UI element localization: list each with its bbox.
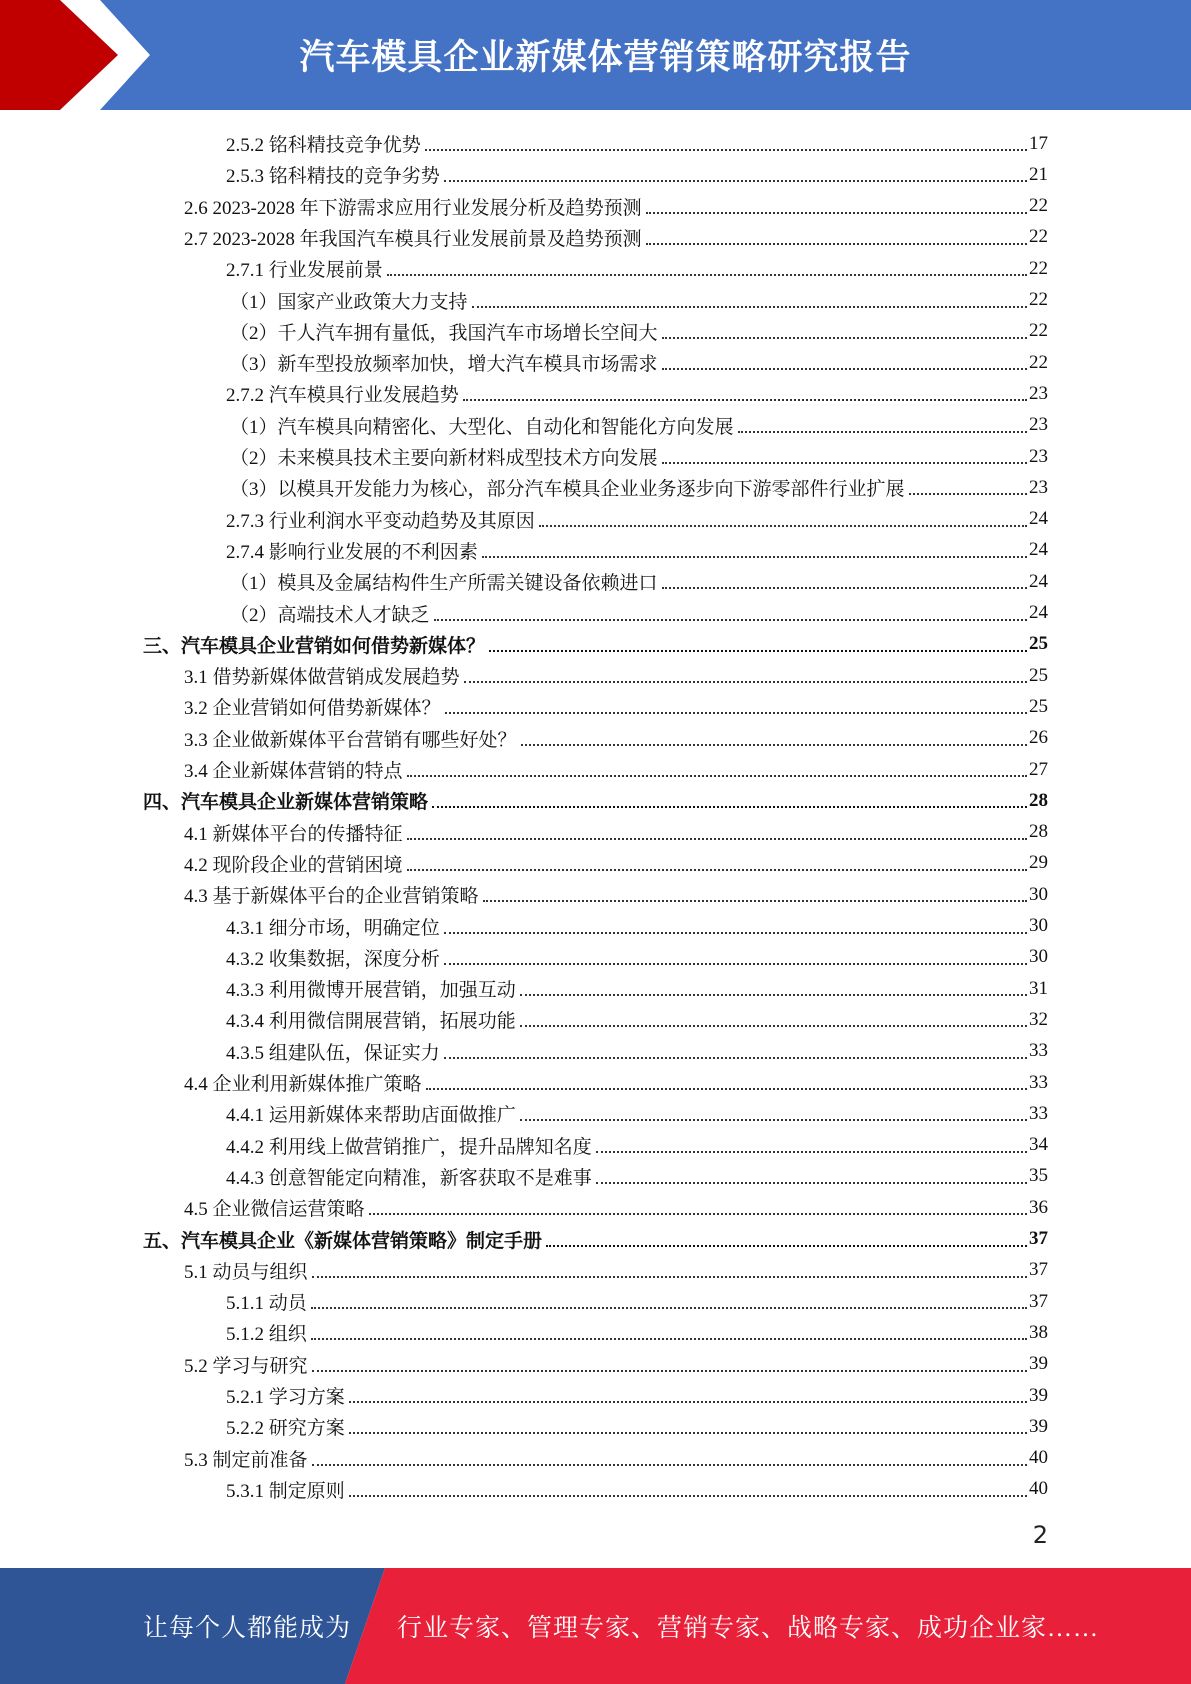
toc-dot-leader: [311, 1306, 1027, 1309]
toc-entry-label: 2.5.2 铭科精技竞争优势: [226, 135, 421, 156]
toc-dot-leader: [312, 1275, 1027, 1278]
toc-entry[interactable]: [184, 660, 1048, 691]
toc-entry-page: 37: [1029, 1290, 1048, 1312]
toc-entry-page: 37: [1029, 1259, 1048, 1281]
toc-entry[interactable]: [226, 128, 1048, 159]
toc-entry-label: 4.3.2 收集数据，深度分析: [226, 948, 440, 970]
toc-entry[interactable]: [226, 1130, 1048, 1161]
toc-entry-page: 28: [1029, 821, 1048, 843]
toc-entry-page: 34: [1029, 1134, 1048, 1156]
toc-entry-label: 3.1 借势新媒体做营销成发展趋势: [184, 667, 460, 689]
toc-entry-page: 23: [1029, 382, 1048, 404]
toc-entry-page: 23: [1029, 414, 1048, 436]
toc-entry-page: 25: [1029, 695, 1048, 717]
toc-entry[interactable]: [226, 1474, 1048, 1505]
toc-entry[interactable]: [226, 1286, 1048, 1317]
toc-entry[interactable]: [226, 1317, 1048, 1348]
toc-entry-label: （3）以模具开发能力为核心，部分汽车模具企业业务逐步向下游零部件行业扩展: [230, 479, 905, 501]
toc-entry[interactable]: [226, 1004, 1048, 1035]
toc-entry-label: 四、汽车模具企业新媒体营销策略: [143, 792, 429, 814]
toc-entry-page: 38: [1029, 1321, 1048, 1343]
toc-entry-label: 5.2.1 学习方案: [226, 1387, 345, 1408]
toc-entry[interactable]: [184, 723, 1048, 754]
toc-dot-leader: [472, 305, 1027, 308]
toc-entry-label: 5.2 学习与研究: [184, 1355, 308, 1377]
toc-entry-label: 2.6 2023-2028 年下游需求应用行业发展分析及趋势预测: [184, 197, 642, 219]
toc-entry[interactable]: [184, 1349, 1048, 1380]
toc-dot-leader: [539, 524, 1027, 527]
toc-dot-leader: [546, 1244, 1027, 1247]
toc-dot-leader: [483, 899, 1027, 902]
toc-entry-label: 4.4 企业利用新媒体推广策略: [184, 1074, 422, 1095]
toc-entry-page: 39: [1029, 1415, 1048, 1437]
toc-entry-page: 25: [1029, 664, 1048, 686]
toc-entry[interactable]: [226, 1161, 1048, 1192]
toc-dot-leader: [596, 1181, 1027, 1184]
toc-dot-leader: [662, 586, 1027, 589]
toc-entry-label: 5.1.1 动员: [226, 1293, 307, 1315]
toc-dot-leader: [909, 492, 1027, 495]
toc-dot-leader: [432, 805, 1027, 808]
toc-dot-leader: [489, 649, 1027, 652]
toc-entry[interactable]: [230, 566, 1048, 597]
toc-dot-leader: [662, 336, 1027, 339]
toc-entry-label: （1）国家产业政策大力支持: [230, 291, 468, 313]
toc-entry-label: 5.2.2 研究方案: [226, 1418, 345, 1440]
toc-entry-label: 2.7.4 影响行业发展的不利因素: [226, 541, 478, 563]
toc-entry[interactable]: [230, 285, 1048, 316]
toc-entry[interactable]: [184, 848, 1048, 879]
toc-entry-page: 30: [1029, 915, 1048, 936]
toc-dot-leader: [425, 148, 1027, 151]
toc-entry[interactable]: [226, 253, 1048, 284]
toc-entry[interactable]: [226, 1380, 1048, 1411]
toc-entry-page: 29: [1029, 852, 1048, 874]
toc-entry-page: 37: [1029, 1228, 1048, 1249]
toc-dot-leader: [738, 430, 1027, 433]
toc-entry-page: 22: [1029, 289, 1048, 310]
toc-entry-label: 3.2 企业营销如何借势新媒体？: [184, 698, 441, 720]
toc-dot-leader: [444, 962, 1027, 965]
toc-dot-leader: [434, 618, 1027, 621]
toc-entry-page: 28: [1029, 789, 1048, 811]
toc-entry[interactable]: [184, 1443, 1048, 1474]
toc-entry-page: 17: [1029, 132, 1048, 154]
toc-entry-label: 2.5.3 铭科精技的竞争劣势: [226, 166, 440, 188]
toc-entry-label: 4.3.5 组建队伍，保证实力: [226, 1042, 440, 1064]
toc-entry-label: （1）汽车模具向精密化、大型化、自动化和智能化方向发展: [230, 416, 734, 438]
toc-entry[interactable]: [226, 159, 1048, 190]
report-header: [0, 0, 1191, 110]
toc-entry-page: 23: [1029, 476, 1048, 498]
toc-entry-page: 26: [1029, 727, 1048, 749]
toc-dot-leader: [444, 931, 1027, 934]
toc-entry[interactable]: [184, 1192, 1048, 1223]
toc-entry-label: （2）千人汽车拥有量低，我国汽车市场增长空间大: [230, 322, 658, 344]
toc-entry-label: 4.3.4 利用微信開展营销，拓展功能: [226, 1011, 516, 1033]
toc-entry[interactable]: [226, 911, 1048, 942]
toc-entry-page: 36: [1029, 1196, 1048, 1218]
toc-dot-leader: [407, 837, 1027, 840]
toc-entry[interactable]: [184, 691, 1048, 722]
toc-entry-page: 22: [1029, 257, 1048, 279]
toc-entry-page: 33: [1029, 1102, 1048, 1124]
toc-dot-leader: [662, 461, 1027, 464]
toc-dot-leader: [426, 1087, 1027, 1090]
toc-entry[interactable]: [226, 378, 1048, 409]
toc-entry-page: 40: [1029, 1447, 1048, 1469]
footer-banner: [0, 1568, 1191, 1684]
toc-entry-page: 21: [1029, 163, 1048, 185]
toc-dot-leader: [407, 868, 1027, 871]
toc-entry-label: 4.4.1 运用新媒体来帮助店面做推广: [226, 1105, 516, 1127]
footer-slogan-right: 行业专家、管理专家、营销专家、战略专家、成功企业家……: [397, 1615, 1100, 1642]
toc-entry[interactable]: [230, 472, 1048, 503]
toc-dot-leader: [312, 1369, 1027, 1372]
toc-entry[interactable]: [184, 1255, 1048, 1286]
toc-dot-leader: [444, 1056, 1027, 1059]
toc-entry-page: 23: [1029, 445, 1048, 467]
toc-entry[interactable]: [230, 441, 1048, 472]
toc-dot-leader: [349, 1494, 1027, 1497]
footer-slogan-left: 让每个人都能成为: [143, 1615, 352, 1642]
toc-entry[interactable]: [226, 1098, 1048, 1129]
toc-entry[interactable]: [226, 1411, 1048, 1442]
toc-entry[interactable]: [230, 410, 1048, 441]
toc-dot-leader: [596, 1150, 1027, 1153]
toc-entry-label: 5.3 制定前准备: [184, 1449, 308, 1471]
toc-entry-page: 22: [1029, 320, 1048, 342]
toc-entry-label: 2.7.2 汽车模具行业发展趋势: [226, 385, 459, 407]
toc-dot-leader: [646, 211, 1027, 214]
toc-entry-page: 24: [1029, 570, 1048, 592]
toc-entry-page: 39: [1029, 1353, 1048, 1375]
toc-entry[interactable]: [226, 942, 1048, 973]
toc-entry[interactable]: [226, 973, 1048, 1004]
toc-dot-leader: [520, 1118, 1027, 1121]
toc-entry-page: 25: [1029, 633, 1048, 655]
toc-entry-label: （3）新车型投放频率加快，增大汽车模具市场需求: [230, 354, 658, 376]
toc-entry-label: 三、汽车模具企业营销如何借势新媒体？: [143, 635, 486, 657]
toc-dot-leader: [445, 711, 1027, 714]
toc-dot-leader: [521, 743, 1027, 746]
toc-entry-page: 22: [1029, 351, 1048, 373]
toc-dot-leader: [444, 179, 1027, 182]
toc-entry[interactable]: [226, 1036, 1048, 1067]
toc-entry[interactable]: [184, 222, 1048, 253]
toc-entry-label: 4.3.1 细分市场，明确定位: [226, 917, 440, 939]
toc-entry-page: 39: [1029, 1384, 1048, 1406]
toc-entry-label: （1）模具及金属结构件生产所需关键设备依赖进口: [230, 573, 658, 595]
toc-entry[interactable]: [143, 629, 1048, 660]
toc-entry[interactable]: [226, 535, 1048, 566]
toc-dot-leader: [464, 680, 1027, 683]
toc-dot-leader: [349, 1400, 1027, 1403]
toc-entry-label: 4.2 现阶段企业的营销困境: [184, 854, 403, 876]
toc-entry[interactable]: [184, 817, 1048, 848]
toc-entry[interactable]: [230, 347, 1048, 378]
toc-entry-page: 40: [1029, 1478, 1048, 1500]
toc-entry-page: 24: [1029, 508, 1048, 530]
toc-entry-page: 33: [1029, 1040, 1048, 1062]
toc-dot-leader: [369, 1212, 1027, 1215]
toc-dot-leader: [662, 367, 1027, 370]
toc-entry[interactable]: [226, 504, 1048, 535]
toc-entry-label: 2.7.3 行业利润水平变动趋势及其原因: [226, 510, 535, 532]
toc-entry-label: （2）未来模具技术主要向新材料成型技术方向发展: [230, 448, 658, 469]
toc-entry[interactable]: [184, 879, 1048, 910]
toc-entry[interactable]: [184, 191, 1048, 222]
toc-entry-label: 4.3 基于新媒体平台的企业营销策略: [184, 886, 479, 908]
toc-dot-leader: [349, 1431, 1027, 1434]
toc-entry-page: 30: [1029, 946, 1048, 968]
toc-dot-leader: [646, 242, 1027, 245]
toc-entry-page: 35: [1029, 1165, 1048, 1187]
toc-entry-label: （2）高端技术人才缺乏: [230, 604, 430, 626]
page-number: 2: [1032, 1521, 1048, 1549]
toc-dot-leader: [520, 993, 1027, 996]
toc-entry[interactable]: [184, 1067, 1048, 1098]
toc-entry-label: 2.7 2023-2028 年我国汽车模具行业发展前景及趋势预测: [184, 228, 642, 250]
report-title: 汽车模具企业新媒体营销策略研究报告: [299, 38, 912, 78]
toc-entry-label: 5.1.2 组织: [226, 1324, 307, 1346]
toc-entry[interactable]: [143, 1224, 1048, 1255]
toc-entry[interactable]: [184, 754, 1048, 785]
toc-dot-leader: [312, 1463, 1027, 1466]
toc-entry-page: 24: [1029, 539, 1048, 561]
toc-dot-leader: [387, 273, 1027, 276]
toc-entry-page: 32: [1029, 1008, 1048, 1030]
toc-entry-page: 33: [1029, 1071, 1048, 1093]
toc-entry-label: 五、汽车模具企业《新媒体营销策略》制定手册: [143, 1230, 543, 1252]
toc-entry-label: 4.4.3 创意智能定向精准，新客获取不是难事: [226, 1167, 592, 1189]
toc-entry-page: 30: [1029, 883, 1048, 905]
toc-entry[interactable]: [230, 598, 1048, 629]
toc-entry-label: 4.4.2 利用线上做营销推广，提升品牌知名度: [226, 1136, 592, 1158]
toc-entry-page: 31: [1029, 977, 1048, 999]
toc-entry-label: 4.1 新媒体平台的传播特征: [184, 823, 403, 845]
toc-entry[interactable]: [143, 785, 1048, 816]
toc-entry-label: 4.5 企业微信运营策略: [184, 1199, 365, 1221]
toc-entry-label: 5.1 动员与组织: [184, 1261, 308, 1283]
toc-entry-page: 22: [1029, 195, 1048, 217]
toc-entry-label: 5.3.1 制定原则: [226, 1480, 345, 1502]
toc-entry-page: 27: [1029, 758, 1048, 780]
toc-entry-label: 2.7.1 行业发展前景: [226, 260, 383, 282]
toc-dot-leader: [520, 1024, 1027, 1027]
toc-dot-leader: [482, 555, 1027, 558]
toc-entry-page: 24: [1029, 602, 1048, 623]
toc-entry-label: 3.4 企业新媒体营销的特点: [184, 761, 403, 782]
toc-dot-leader: [311, 1337, 1027, 1340]
toc-dot-leader: [407, 774, 1027, 777]
toc-entry[interactable]: [230, 316, 1048, 347]
toc-entry-label: 3.3 企业做新媒体平台营销有哪些好处？: [184, 729, 517, 751]
toc-dot-leader: [463, 398, 1027, 401]
toc-entry-page: 22: [1029, 226, 1048, 248]
toc-entry-label: 4.3.3 利用微博开展营销，加强互动: [226, 980, 516, 1002]
